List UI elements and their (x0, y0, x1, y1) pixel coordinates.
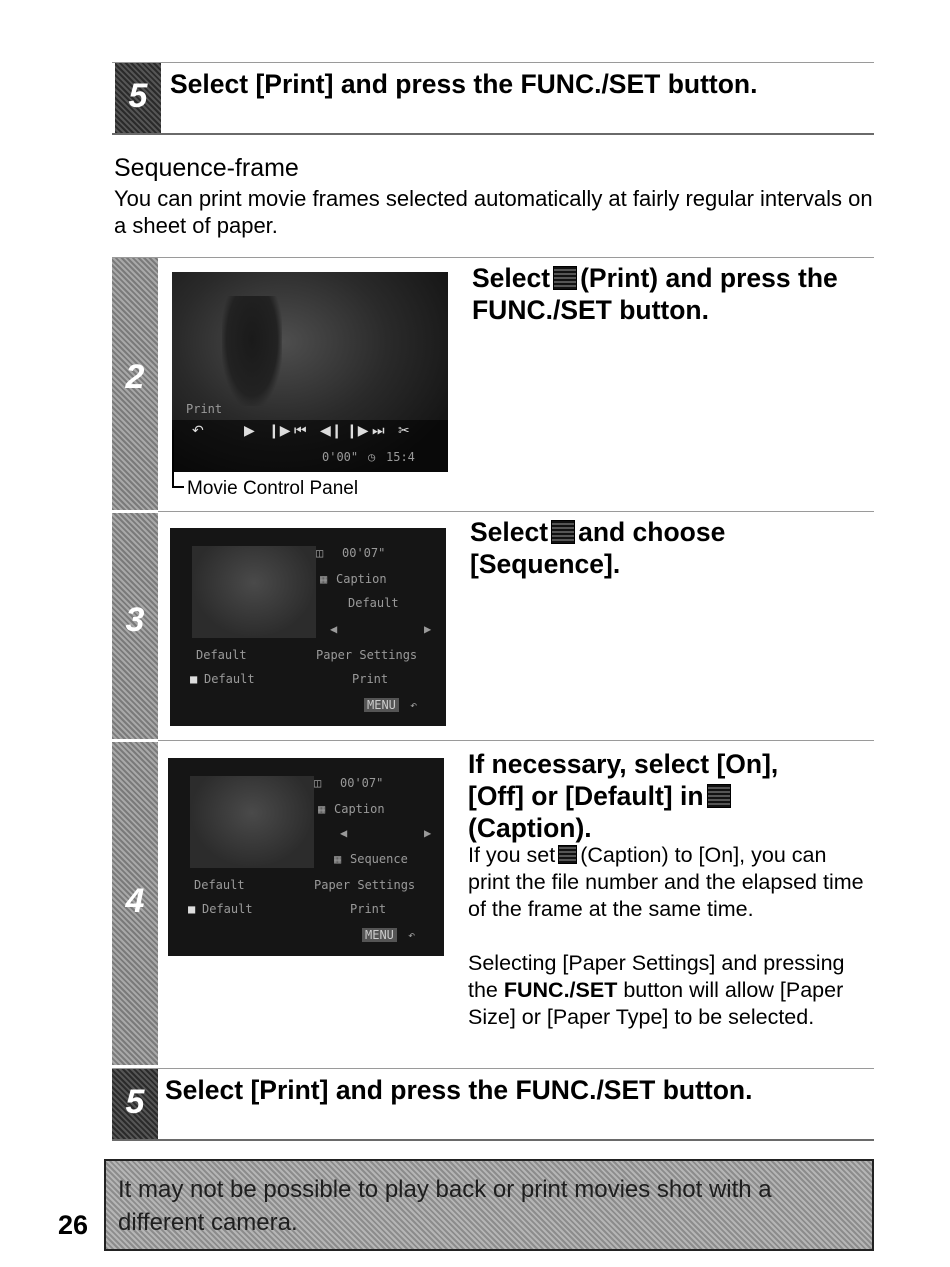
note-box (104, 1159, 874, 1251)
print-icon (553, 266, 577, 290)
screen-time: 0'00" (322, 450, 359, 464)
left-arrow-icon: ◀ (340, 826, 348, 840)
screen-time: 00'07" (342, 546, 386, 560)
step-5-top-title: Select [Print] and press the FUNC./SET button. (170, 69, 758, 99)
paper-icon: ■ (190, 672, 198, 686)
step-5-top-bar (115, 63, 161, 133)
play-icon: ▶ (244, 422, 255, 438)
step-2-bar (112, 258, 158, 510)
step-4-screen (168, 758, 444, 956)
screen-print: Print (352, 672, 389, 686)
return-icon: ↶ (408, 928, 416, 942)
screen-clock: 15:4 (386, 450, 415, 464)
step-3-divider (158, 740, 874, 741)
previous-frame-icon: ◀❙ (320, 422, 343, 438)
bottom-step-bottom-rule (112, 1139, 874, 1141)
section-description: You can print movie frames selected automatically at fairly regular intervals on a sheet of paper. (114, 186, 873, 238)
screen-menu: MENU (364, 698, 399, 712)
screen-sequence: Sequence (350, 852, 408, 866)
frame-thumbnail (190, 776, 314, 868)
screen-print: Print (350, 902, 387, 916)
movie-control-panel (172, 420, 448, 472)
frame-thumbnail (192, 546, 316, 638)
movie-control-panel-caption: Movie Control Panel (187, 478, 359, 499)
movie-icon: ◫ (314, 776, 322, 790)
screen-caption: Caption (336, 572, 387, 586)
screen-caption-value: Default (348, 596, 399, 610)
next-frame-icon: ❙▶ (346, 422, 369, 438)
left-arrow-icon: ◀ (330, 622, 338, 636)
screen-row-2: Default (202, 902, 253, 916)
step-2-number: 2 (125, 358, 145, 396)
steps-top-rule (112, 257, 874, 258)
first-frame-icon: ⏮ (294, 422, 307, 438)
screen-row-2: Default (204, 672, 255, 686)
step-3-bar (112, 513, 158, 739)
screen-menu: MENU (362, 928, 397, 942)
step-5-top-number: 5 (128, 77, 148, 115)
step-2-screen (172, 272, 448, 472)
paper-icon: ■ (188, 902, 196, 916)
caption-bracket (172, 430, 184, 488)
sequence-icon (551, 520, 575, 544)
edit-icon: ✂ (398, 422, 410, 438)
screen-time: 00'07" (340, 776, 384, 790)
step-2-divider (158, 511, 874, 512)
movie-icon: ◫ (316, 546, 324, 560)
slow-motion-icon: ❙▶ (268, 422, 291, 438)
step-4-number: 4 (125, 882, 145, 920)
page-number: 26 (58, 1210, 89, 1240)
step-4-title: If necessary, select [On], [Off] or [Default] in (Caption). (468, 749, 779, 843)
section-heading: Sequence-frame (114, 154, 299, 182)
screen-row-1: Default (196, 648, 247, 662)
right-arrow-icon: ▶ (424, 622, 432, 636)
screen-paper-settings: Paper Settings (316, 648, 418, 662)
caption-icon: ▦ (318, 802, 326, 816)
caption-icon (558, 845, 577, 864)
step-3-number: 3 (125, 601, 145, 639)
bottom-step-rule (112, 1068, 874, 1069)
step-3-screen (170, 528, 446, 726)
screen-row-1: Default (194, 878, 245, 892)
step-5-bottom-title: Select [Print] and press the FUNC./SET button. (165, 1075, 753, 1105)
step-5-bottom-bar (112, 1069, 158, 1139)
right-arrow-icon: ▶ (424, 826, 432, 840)
last-frame-icon: ⏭ (372, 422, 385, 438)
back-icon: ↶ (192, 422, 204, 438)
screen-caption: Caption (334, 802, 385, 816)
step-4-body-2: Selecting [Paper Settings] and pressing the FUNC./SET button will allow [Paper Size] or [Paper Type] to be selected. (468, 951, 845, 1029)
step-4-body-1: If you set (Caption) to [On], you can print the file number and the elapsed time of the frame at the same time. (468, 843, 864, 921)
return-icon: ↶ (410, 698, 418, 712)
step-4-bar (112, 742, 158, 1065)
step-3-title: Select and choose [Sequence]. (470, 517, 726, 579)
caption-icon: ▦ (320, 572, 328, 586)
caption-icon (707, 784, 731, 808)
step-5-bottom-number: 5 (125, 1083, 145, 1121)
top-bottom-rule (112, 133, 874, 135)
top-rule (112, 62, 874, 63)
screen-print-label: Print (186, 402, 223, 416)
note-text: It may not be possible to play back or print movies shot with a different camera. (118, 1176, 772, 1236)
step-2-title: Select (Print) and press the FUNC./SET button. (472, 263, 838, 325)
screen-paper-settings: Paper Settings (314, 878, 416, 892)
sequence-icon: ▦ (334, 852, 342, 866)
clock-icon: ◷ (368, 450, 376, 464)
